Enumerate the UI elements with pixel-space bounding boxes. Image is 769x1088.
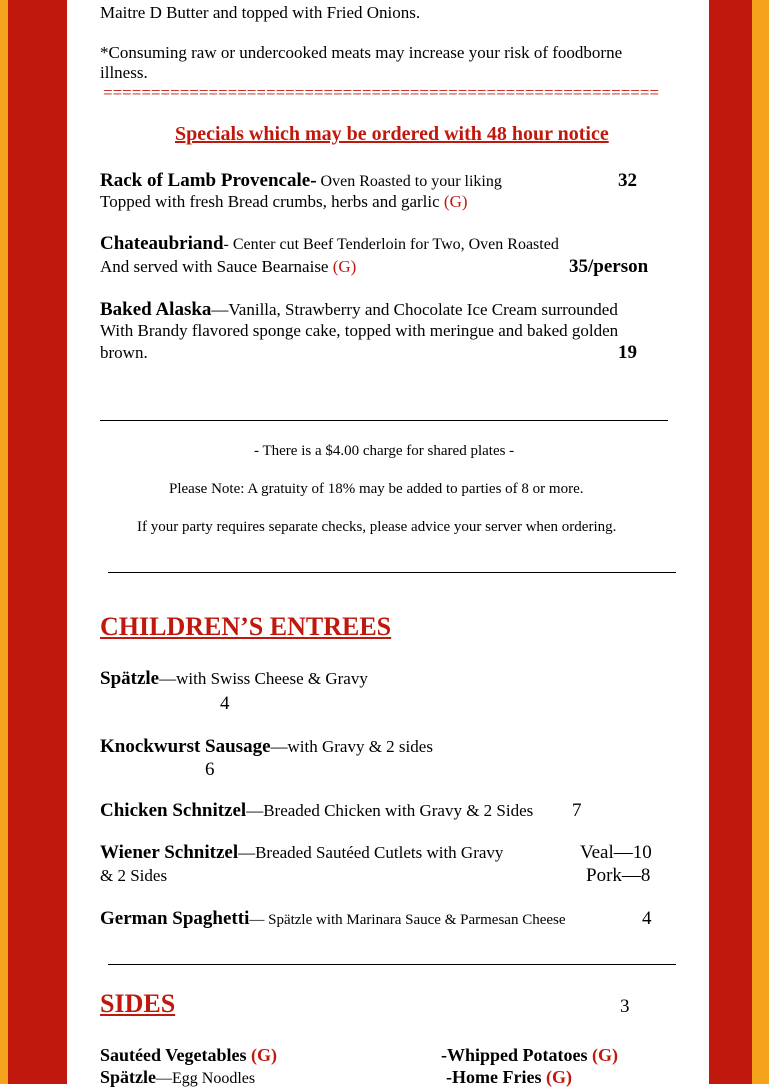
right-inner-border xyxy=(709,0,752,1084)
item-desc-line3: brown. xyxy=(100,343,148,362)
special-item-chateaubriand xyxy=(100,233,559,255)
item-price-veal: Veal—10 xyxy=(580,842,652,863)
gluten-tag: (G) xyxy=(592,1045,619,1065)
warning-line-1: *Consuming raw or undercooked meats may increase your risk of foodborne xyxy=(100,43,623,62)
item-desc-line2: & 2 Sides xyxy=(100,866,168,885)
item-name: Chicken Schnitzel xyxy=(100,800,247,821)
item-price: 4 xyxy=(220,693,230,714)
item-name: German Spaghetti xyxy=(100,908,250,929)
item-desc: —with Gravy & 2 sides xyxy=(270,737,433,756)
item-desc: - Center cut Beef Tenderloin for Two, Oven Roasted xyxy=(223,236,559,253)
child-item-chicken-schnitzel xyxy=(100,800,533,822)
item-desc: And served with Sauce Bearnaise xyxy=(100,257,333,276)
side-item-whipped-potatoes xyxy=(441,1045,618,1066)
specials-heading: Specials which may be ordered with 48 hour notice xyxy=(175,123,609,145)
shared-plate-note: - There is a $4.00 charge for shared plates - xyxy=(254,443,515,459)
sides-price: 3 xyxy=(620,996,630,1017)
child-item-knockwurst xyxy=(100,736,433,758)
gluten-tag: (G) xyxy=(545,1067,572,1087)
item-desc: Oven Roasted to your liking xyxy=(316,173,502,190)
item-desc: —Breaded Chicken with Gravy & 2 Sides xyxy=(246,801,534,820)
side-item-sauteed-vegetables xyxy=(100,1045,277,1066)
special-item-lamb xyxy=(100,170,502,192)
item-price: 35/person xyxy=(569,256,649,277)
left-inner-border xyxy=(8,0,67,1084)
special-item-chateaubriand-line2 xyxy=(100,257,356,277)
item-price: 6 xyxy=(205,759,215,780)
warning-line-2: illness. xyxy=(100,63,148,82)
partial-description: Maitre D Butter and topped with Fried Onions. xyxy=(100,3,421,22)
item-desc: —Egg Noodles xyxy=(156,1070,256,1087)
divider xyxy=(108,572,676,573)
gratuity-note: Please Note: A gratuity of 18% may be added to parties of 8 or more. xyxy=(169,481,584,497)
gluten-tag: (G) xyxy=(443,192,468,211)
item-price: 19 xyxy=(618,342,637,363)
item-name: Spätzle xyxy=(100,1067,156,1087)
special-item-baked-alaska xyxy=(100,299,618,321)
item-price: 32 xyxy=(618,170,637,191)
right-outer-border xyxy=(752,0,769,1084)
divider xyxy=(108,964,676,965)
left-outer-border xyxy=(0,0,8,1084)
item-name: Spätzle xyxy=(100,668,160,689)
separate-checks-note: If your party requires separate checks, please advice your server when ordering. xyxy=(137,519,617,535)
children-heading: CHILDREN’S ENTREES xyxy=(100,612,392,641)
item-name: Wiener Schnitzel xyxy=(100,842,239,863)
item-desc: Topped with fresh Bread crumbs, herbs and garlic xyxy=(100,192,444,211)
item-desc: —Breaded Sautéed Cutlets with Gravy xyxy=(238,843,504,862)
child-item-wiener-schnitzel xyxy=(100,842,503,864)
item-desc: —Vanilla, Strawberry and Chocolate Ice Cream surrounded xyxy=(211,300,618,319)
item-desc-line2: With Brandy flavored sponge cake, topped with meringue and baked golden xyxy=(100,321,619,340)
item-desc: —with Swiss Cheese & Gravy xyxy=(159,669,368,688)
child-item-german-spaghetti xyxy=(100,908,566,930)
separator: ========================================================== xyxy=(103,83,660,102)
item-name: -Home Fries xyxy=(446,1067,546,1087)
item-name: Baked Alaska xyxy=(100,299,212,320)
gluten-tag: (G) xyxy=(332,257,357,276)
item-name: Chateaubriand xyxy=(100,233,224,254)
item-name: Rack of Lamb Provencale- xyxy=(100,170,317,191)
divider xyxy=(100,420,668,421)
item-price-pork: Pork—8 xyxy=(586,865,651,886)
item-name: Sautéed Vegetables xyxy=(100,1045,252,1065)
sides-heading: SIDES xyxy=(100,989,176,1018)
item-price: 4 xyxy=(642,908,652,929)
item-desc: — Spätzle with Marinara Sauce & Parmesan Cheese xyxy=(249,912,566,928)
gluten-tag: (G) xyxy=(251,1045,278,1065)
child-item-spaetzle xyxy=(100,668,368,690)
side-item-spaetzle xyxy=(100,1067,255,1088)
special-item-lamb-line2 xyxy=(100,192,468,212)
item-price: 7 xyxy=(572,800,582,821)
item-name: -Whipped Potatoes xyxy=(441,1045,593,1065)
side-item-home-fries xyxy=(446,1067,572,1088)
item-name: Knockwurst Sausage xyxy=(100,736,271,757)
